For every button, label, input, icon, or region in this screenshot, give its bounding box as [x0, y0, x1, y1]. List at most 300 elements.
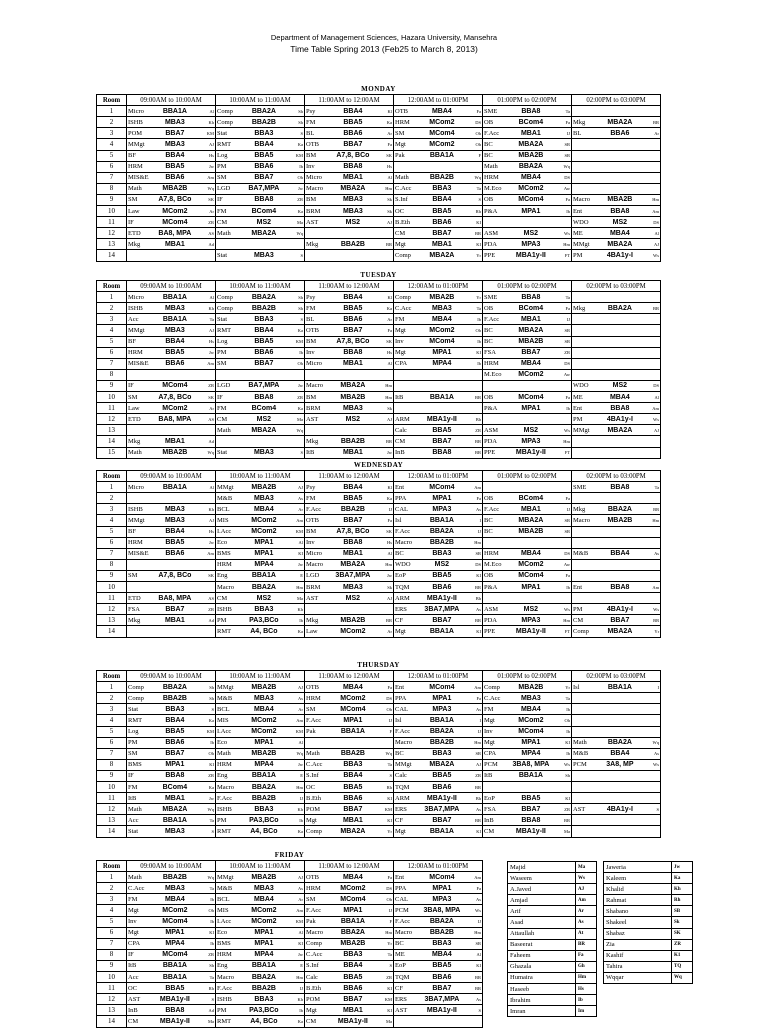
- teacher-code: DS: [564, 361, 570, 367]
- teacher-code: KI: [476, 219, 481, 225]
- slot-content: [217, 151, 303, 160]
- class-code: MBA2B: [162, 449, 188, 457]
- subject-code: Stat: [217, 129, 228, 137]
- subject-code: AST: [573, 805, 586, 813]
- time-slot-header: 12:00AM to 01:00PM: [394, 861, 483, 872]
- subject-code: Inv: [306, 163, 315, 171]
- teacher-code: KI: [387, 795, 392, 801]
- class-code: MBA4: [520, 174, 541, 182]
- legend-row: [508, 906, 597, 917]
- slot-content: [128, 448, 214, 457]
- class-code: 3BA7,MPA: [424, 805, 460, 813]
- table-row: [97, 106, 661, 117]
- teacher-abbr: AJ: [576, 884, 597, 895]
- subject-code: Eco: [217, 929, 228, 937]
- slot-content: [484, 538, 570, 547]
- slot-content: [128, 404, 214, 413]
- subject-code: Micro: [306, 360, 322, 368]
- class-code: BBA4: [343, 772, 363, 780]
- teacher-code: Ka: [297, 405, 303, 411]
- slot-content: [395, 173, 481, 182]
- room-number: 13: [97, 425, 127, 436]
- subject-code: IF: [217, 393, 223, 401]
- table-row: [97, 436, 661, 447]
- subject-code: ISHB: [217, 605, 232, 613]
- slot-content: [128, 973, 214, 982]
- class-slot: [572, 217, 661, 228]
- subject-code: Pak: [395, 152, 405, 160]
- teacher-code: Am: [207, 361, 214, 367]
- teacher-code: Ws: [653, 416, 660, 422]
- subject-code: Eng: [217, 962, 228, 970]
- table-row: [97, 380, 661, 391]
- slot-content: [128, 884, 214, 893]
- teacher-code: S: [300, 316, 303, 322]
- class-code: MBA1y-II: [337, 1017, 368, 1025]
- table-row: [97, 172, 661, 183]
- class-slot: [127, 994, 216, 1005]
- slot-content: [128, 348, 214, 357]
- room-number: 3: [97, 128, 127, 139]
- class-slot: [216, 436, 305, 447]
- subject-code: MIS: [217, 517, 229, 525]
- slot-content: [395, 794, 481, 803]
- teacher-code: Ta: [209, 885, 214, 891]
- subject-code: ISHB: [217, 995, 232, 1003]
- class-slot: [305, 916, 394, 927]
- class-slot: [394, 447, 483, 458]
- teacher-code: Hm: [385, 562, 392, 568]
- slot-content: [573, 727, 659, 736]
- class-slot: [572, 436, 661, 447]
- slot-content: [128, 207, 214, 216]
- slot-content: [395, 694, 481, 703]
- day-table-friday: [96, 850, 483, 1028]
- teacher-code: S: [478, 1007, 482, 1013]
- room-number: 4: [97, 139, 127, 150]
- slot-content: [395, 494, 481, 503]
- table-row: [97, 369, 661, 380]
- slot-content: [573, 107, 659, 116]
- teacher-code: KI: [387, 817, 392, 823]
- slot-content: [217, 928, 303, 937]
- subject-code: IF: [217, 196, 223, 204]
- class-code: BBA7: [432, 616, 452, 624]
- slot-content: [217, 827, 303, 836]
- slot-content: [395, 483, 481, 492]
- slot-content: [484, 129, 570, 138]
- slot-content: [306, 494, 392, 503]
- class-slot: [127, 380, 216, 391]
- class-slot: [394, 994, 483, 1005]
- slot-content: [395, 404, 481, 413]
- legend-row: [604, 906, 693, 917]
- teacher-code: BR: [474, 450, 481, 456]
- class-slot: [572, 347, 661, 358]
- slot-content: [128, 783, 214, 792]
- class-code: BBA2A: [518, 163, 543, 171]
- room-number: 11: [97, 403, 127, 414]
- teacher-code: Ad: [208, 241, 214, 247]
- teacher-code: As: [297, 695, 303, 701]
- slot-content: [128, 917, 214, 926]
- teacher-code: Ws: [564, 230, 570, 236]
- class-slot: [394, 380, 483, 391]
- teacher-code: KI: [476, 350, 481, 356]
- slot-content: [217, 218, 303, 227]
- class-slot: [216, 983, 305, 994]
- class-slot: [127, 748, 216, 759]
- subject-code: Mgt: [128, 929, 139, 937]
- timetable-title: Time Table Spring 2013 (Feb25 to March 8, 2013): [290, 44, 478, 54]
- slot-content: [573, 251, 659, 260]
- class-code: MPA3: [521, 437, 541, 445]
- slot-content: [484, 527, 570, 536]
- class-slot: [394, 615, 483, 626]
- subject-code: Macro: [217, 783, 234, 791]
- class-slot: [127, 447, 216, 458]
- subject-code: BM: [306, 393, 317, 401]
- class-code: MBA2B: [251, 483, 277, 491]
- subject-code: CF: [395, 816, 403, 824]
- teacher-code: Sh: [298, 119, 303, 125]
- subject-code: P&A: [484, 583, 498, 591]
- teacher-code: Wq: [296, 230, 303, 236]
- room-number: 7: [97, 548, 127, 559]
- subject-code: IF: [128, 382, 134, 390]
- class-code: MCom4: [340, 705, 366, 713]
- class-code: BBA6: [343, 794, 363, 802]
- class-code: MBA3: [164, 118, 185, 126]
- teacher-code: DS: [653, 219, 659, 225]
- subject-code: HRM: [128, 163, 143, 171]
- class-code: BBA6: [343, 129, 363, 137]
- slot-content: [217, 950, 303, 959]
- teacher-abbr: Gh: [576, 961, 597, 972]
- class-slot: [305, 782, 394, 793]
- slot-content: [395, 705, 481, 714]
- slot-content: [484, 505, 570, 514]
- teacher-code: SR: [564, 328, 570, 334]
- table-row: [97, 704, 661, 715]
- class-slot: [483, 336, 572, 347]
- slot-content: [484, 381, 570, 390]
- slot-content: [395, 605, 481, 614]
- class-slot: [127, 826, 216, 837]
- class-slot: [216, 228, 305, 239]
- class-slot: [305, 150, 394, 161]
- teacher-code: F: [389, 729, 392, 735]
- class-slot: [572, 447, 661, 458]
- teacher-code: SK: [208, 573, 214, 579]
- slot-content: [217, 583, 303, 592]
- class-code: MCom4: [518, 728, 544, 736]
- slot-content: [128, 816, 214, 825]
- class-slot: [394, 770, 483, 781]
- time-slot-header: 12:00AM to 01:00PM: [394, 95, 483, 106]
- slot-content: [484, 571, 570, 580]
- room-header: Room: [97, 671, 127, 682]
- teacher-code: KI: [298, 551, 303, 557]
- class-code: 3BA8, MPA: [512, 761, 550, 769]
- room-number: 9: [97, 960, 127, 971]
- class-code: BBA4: [254, 141, 274, 149]
- teacher-code: Ka: [386, 495, 392, 501]
- teacher-abbr: At: [576, 928, 597, 939]
- class-slot: [127, 972, 216, 983]
- room-number: 2: [97, 117, 127, 128]
- department-title: Department of Management Sciences, Hazara University, Mansehra: [270, 33, 498, 42]
- teacher-code: Yr: [476, 252, 481, 258]
- class-slot: [216, 570, 305, 581]
- class-slot: [572, 793, 661, 804]
- class-slot: [305, 117, 394, 128]
- subject-code: F.Acc: [306, 907, 322, 915]
- room-number: 6: [97, 927, 127, 938]
- subject-code: B.Eth: [306, 794, 321, 802]
- class-slot: [305, 217, 394, 228]
- subject-code: M&B: [573, 550, 589, 558]
- class-slot: [127, 949, 216, 960]
- subject-code: Ent: [395, 483, 405, 491]
- teacher-code: Wq: [207, 450, 214, 456]
- class-code: MPA1: [432, 694, 452, 702]
- class-slot: [216, 994, 305, 1005]
- teacher-code: BR: [653, 506, 660, 512]
- class-code: MCom4: [429, 873, 455, 881]
- subject-code: HRM: [306, 884, 321, 892]
- teacher-code: SK: [386, 339, 392, 345]
- slot-content: [484, 293, 570, 302]
- slot-content: [395, 393, 481, 402]
- subject-code: FM: [128, 783, 138, 791]
- class-code: A7,8, BCo: [336, 528, 370, 536]
- slot-content: [484, 494, 570, 503]
- class-slot: [305, 447, 394, 458]
- slot-content: [128, 293, 214, 302]
- class-slot: [394, 983, 483, 994]
- class-slot: [127, 482, 216, 493]
- slot-content: [573, 771, 659, 780]
- teacher-code: Al: [476, 952, 482, 958]
- class-slot: [216, 916, 305, 927]
- class-slot: [394, 392, 483, 403]
- class-code: MBA2A: [518, 517, 544, 525]
- class-code: MPA1: [254, 739, 274, 747]
- class-slot: [394, 626, 483, 637]
- teacher-code: Ma: [297, 416, 303, 422]
- class-code: BBA8: [610, 404, 630, 412]
- teacher-code: Oh: [208, 908, 214, 914]
- class-code: MBA1: [164, 794, 185, 802]
- slot-content: [395, 348, 481, 357]
- subject-code: Law: [128, 207, 140, 215]
- teacher-code: Am: [652, 405, 660, 411]
- table-row: [97, 250, 661, 261]
- subject-code: Law: [128, 404, 140, 412]
- teacher-code: Am: [207, 175, 214, 181]
- slot-content: [128, 727, 214, 736]
- class-slot: [394, 759, 483, 770]
- slot-content: [573, 705, 659, 714]
- class-slot: [305, 380, 394, 391]
- class-code: MBA1y-II: [426, 1006, 457, 1014]
- subject-code: SM: [217, 360, 227, 368]
- teacher-legend-1: [507, 861, 597, 1017]
- teacher-code: Am: [474, 484, 481, 490]
- slot-content: [128, 538, 214, 547]
- class-code: MBA4: [253, 705, 274, 713]
- class-code: BBA4: [165, 528, 185, 536]
- class-code: BBA6: [610, 129, 630, 137]
- subject-code: Mkg: [306, 616, 319, 624]
- class-slot: [394, 537, 483, 548]
- subject-code: OB: [484, 196, 494, 204]
- class-slot: [305, 303, 394, 314]
- class-code: BBA2A: [429, 728, 454, 736]
- subject-code: OB: [484, 304, 494, 312]
- slot-content: [395, 207, 481, 216]
- teacher-code: SR: [475, 751, 481, 757]
- slot-content: [217, 370, 303, 379]
- teacher-code: Ib: [299, 617, 303, 623]
- class-slot: [572, 526, 661, 537]
- teacher-code: Ib: [299, 817, 303, 823]
- teacher-code: Aw: [563, 372, 570, 378]
- class-code: MCom4: [162, 382, 188, 390]
- class-code: BBA1A: [429, 717, 454, 725]
- subject-code: BC: [395, 550, 404, 558]
- slot-content: [128, 240, 214, 249]
- teacher-code: S: [389, 963, 392, 969]
- subject-code: Inv: [128, 918, 137, 926]
- subject-code: AST: [306, 415, 319, 423]
- slot-content: [128, 218, 214, 227]
- class-code: MBA3: [342, 207, 363, 215]
- class-slot: [572, 403, 661, 414]
- class-code: BBA2B: [429, 539, 454, 547]
- class-slot: [483, 515, 572, 526]
- slot-content: [306, 549, 392, 558]
- slot-content: [306, 760, 392, 769]
- subject-code: ETD: [128, 594, 141, 602]
- teacher-code: Sh: [209, 695, 214, 701]
- class-slot: [127, 759, 216, 770]
- teacher-code: As: [297, 885, 303, 891]
- room-number: 4: [97, 325, 127, 336]
- slot-content: [484, 415, 570, 424]
- teacher-code: AJ: [386, 595, 392, 601]
- class-slot: [572, 228, 661, 239]
- class-slot: [483, 726, 572, 737]
- teacher-name: Zia: [604, 939, 672, 950]
- slot-content: [484, 207, 570, 216]
- room-header: Room: [97, 861, 127, 872]
- teacher-name: Kaleem: [604, 873, 672, 884]
- teacher-code: Wq: [652, 740, 660, 746]
- class-code: MBA4: [342, 873, 363, 881]
- class-code: MS2: [256, 218, 272, 226]
- legend-row: [508, 984, 597, 995]
- class-slot: [216, 150, 305, 161]
- slot-content: [395, 1006, 481, 1015]
- class-code: MBA2B: [607, 196, 633, 204]
- subject-code: F.Acc: [395, 918, 411, 926]
- subject-code: ItB: [306, 449, 315, 457]
- class-code: BBA5: [165, 539, 185, 547]
- room-number: 14: [97, 626, 127, 637]
- teacher-code: Ar: [298, 506, 303, 512]
- slot-content: [484, 337, 570, 346]
- slot-content: [128, 583, 214, 592]
- room-number: 6: [97, 347, 127, 358]
- teacher-code: KI: [476, 828, 481, 834]
- slot-content: [306, 359, 392, 368]
- slot-content: [395, 184, 481, 193]
- teacher-code: Sk: [387, 405, 392, 411]
- slot-content: [306, 783, 392, 792]
- slot-content: [217, 794, 303, 803]
- class-slot: [216, 515, 305, 526]
- slot-content: [573, 494, 659, 503]
- teacher-code: E: [300, 573, 303, 579]
- class-code: MBA4: [520, 550, 541, 558]
- class-slot: [394, 815, 483, 826]
- table-row: [97, 626, 661, 637]
- class-slot: [127, 504, 216, 515]
- legend-row: [508, 862, 597, 873]
- teacher-code: Bh: [475, 795, 481, 801]
- subject-code: Math: [217, 750, 231, 758]
- subject-code: HRM: [217, 951, 232, 959]
- slot-content: [217, 571, 303, 580]
- class-code: MPA1: [521, 583, 541, 591]
- slot-content: [128, 1017, 214, 1026]
- class-code: MBA3: [164, 141, 185, 149]
- slot-content: [484, 627, 570, 636]
- slot-content: [306, 218, 392, 227]
- teacher-code: ZR: [297, 197, 303, 203]
- class-slot: [127, 493, 216, 504]
- teacher-code: Am: [652, 584, 660, 590]
- subject-code: Inv: [484, 728, 493, 736]
- class-code: BBA1A: [340, 918, 365, 926]
- teacher-code: As: [475, 506, 481, 512]
- slot-content: [395, 195, 481, 204]
- teacher-code: AJ: [475, 762, 481, 768]
- slot-content: [573, 827, 659, 836]
- slot-content: [395, 571, 481, 580]
- class-slot: [127, 559, 216, 570]
- teacher-code: Ka: [297, 142, 303, 148]
- slot-content: [395, 884, 481, 893]
- subject-code: FM: [217, 207, 227, 215]
- class-code: BBA5: [343, 304, 363, 312]
- class-slot: [305, 548, 394, 559]
- slot-content: [484, 516, 570, 525]
- class-code: MCom2: [340, 627, 366, 635]
- class-code: MBA1y-II: [515, 627, 546, 635]
- slot-content: [395, 627, 481, 636]
- class-slot: [216, 615, 305, 626]
- class-slot: [483, 493, 572, 504]
- teacher-name: Attaullah: [508, 928, 576, 939]
- teacher-code: Ka: [386, 305, 392, 311]
- class-code: MCom2: [340, 884, 366, 892]
- day-table-tuesday: [96, 270, 661, 459]
- teacher-code: Hm: [296, 584, 303, 590]
- slot-content: [217, 705, 303, 714]
